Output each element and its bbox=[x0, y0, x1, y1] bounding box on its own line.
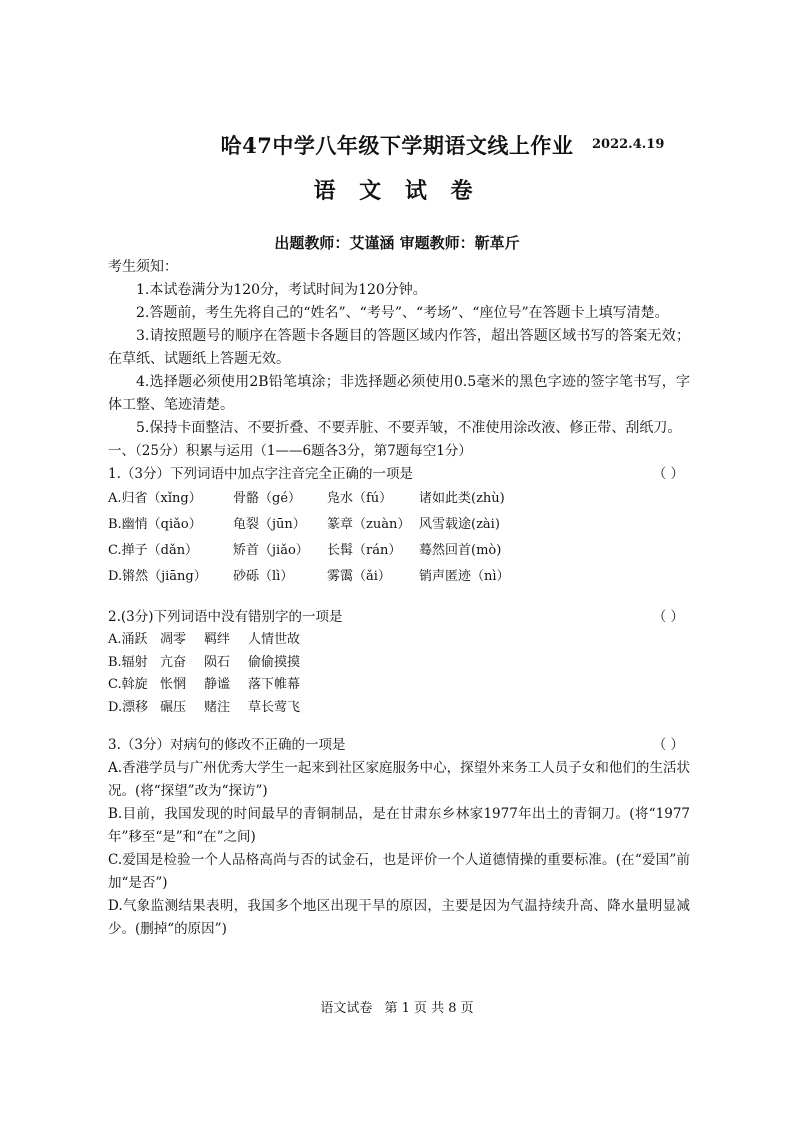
option-word: 销声匿迹（nì） bbox=[419, 569, 510, 584]
question-3-text: 3.（3分）对病句的修改不正确的一项是 bbox=[108, 737, 346, 753]
page-footer bbox=[0, 997, 794, 1016]
answer-blank: （ ） bbox=[652, 737, 684, 753]
teacher-names: 出题教师：艾谨涵 审题教师：靳革斤 bbox=[274, 234, 520, 252]
option-word: 矫首（jiǎo） bbox=[233, 543, 309, 558]
option-row bbox=[108, 674, 690, 697]
section-heading: 一、（25分）积累与运用（1——6题各3分，第7题每空1分） bbox=[108, 443, 472, 459]
option-row bbox=[108, 652, 690, 675]
option-word: 长髯（rán） bbox=[327, 543, 402, 558]
question-1-text: 1.（3分）下列词语中加点字注音完全正确的一项是 bbox=[108, 466, 413, 482]
option-row bbox=[108, 697, 690, 720]
instructions-heading: 考生须知： bbox=[108, 259, 178, 275]
option-word: 陨石 bbox=[204, 654, 231, 670]
exam-content bbox=[108, 256, 690, 941]
footer-page-number: 第 1 页 共 8 页 bbox=[384, 1001, 474, 1016]
question-1-stem bbox=[108, 463, 690, 486]
option-word: 篆章（zuàn） bbox=[327, 517, 411, 532]
instruction-item: 5.保持卡面整洁、不要折叠、不要弄脏、不要弄皱，不准使用涂改液、修正带、刮纸刀。 bbox=[136, 420, 682, 436]
option-word: 诸如此类(zhù) bbox=[419, 491, 505, 506]
option-word: 碾压 bbox=[160, 699, 187, 715]
option-word: 草长莺飞 bbox=[248, 699, 301, 715]
option-word: 静谧 bbox=[204, 677, 231, 692]
option-row bbox=[108, 564, 690, 590]
option-word: 人情世故 bbox=[248, 632, 301, 647]
instruction-item: 4.选择题必须使用2B铅笔填涂；非选择题必须使用0.5毫米的黑色字迹的签字笔书写，字体工整、笔迹清楚。 bbox=[108, 374, 690, 413]
option-row bbox=[108, 538, 690, 564]
option-word: 龟裂（jūn） bbox=[233, 517, 306, 532]
option-word: 砂砾（lì） bbox=[233, 569, 294, 584]
footer-exam-name: 语文试卷 bbox=[320, 1001, 373, 1016]
option-row bbox=[108, 486, 690, 512]
question-3-stem bbox=[108, 734, 690, 757]
option-word: 怅惘 bbox=[160, 677, 187, 692]
option-word: 凫水（fú） bbox=[327, 491, 393, 506]
question-2-options bbox=[108, 629, 690, 719]
option-word: C.掸子（dǎn） bbox=[108, 543, 199, 558]
instruction-item: 3.请按照题号的顺序在答题卡各题目的答题区域内作答，超出答题区域书写的答案无效；在草纸、试题纸上答题无效。 bbox=[108, 328, 690, 367]
question-1-options bbox=[108, 486, 690, 590]
spacer bbox=[108, 719, 690, 734]
option-word: 落下帷幕 bbox=[248, 677, 301, 692]
question-2-text: 2.(3分)下列词语中没有错别字的一项是 bbox=[108, 609, 343, 625]
question-3-option: C.爱国是检验一个人品格高尚与否的试金石，也是评价一个人道德情操的重要标准。(在“爱国”前加“是否”) bbox=[108, 852, 690, 891]
instruction-item: 1.本试卷满分为120分，考试时间为120分钟。 bbox=[136, 282, 427, 298]
option-word: C.斡旋 bbox=[108, 677, 148, 692]
option-word: 凋零 bbox=[160, 632, 187, 647]
option-word: 偷偷摸摸 bbox=[248, 654, 301, 670]
option-word: 蓦然回首(mò) bbox=[419, 543, 502, 558]
option-word: 风雪载途(zài) bbox=[419, 517, 500, 532]
option-word: D.漂移 bbox=[108, 699, 149, 715]
question-3-option: D.气象监测结果表明，我国多个地区出现干旱的原因，主要是因为气温持续升高、降水量明显减少。(删掉“的原因”) bbox=[108, 898, 690, 937]
option-word: A.归省（xǐng） bbox=[108, 491, 202, 506]
exam-title: 哈47中学八年级下学期语文线上作业 bbox=[220, 133, 574, 158]
answer-blank: （ ） bbox=[652, 466, 684, 482]
option-word: 羁绊 bbox=[204, 632, 231, 647]
option-word: 赌注 bbox=[204, 699, 231, 715]
answer-blank: （ ） bbox=[652, 609, 684, 625]
question-3-option: A.香港学员与广州优秀大学生一起来到社区家庭服务中心，探望外来务工人员子女和他们的生活状况。(将“探望”改为“探访”) bbox=[108, 760, 690, 799]
spacer bbox=[108, 590, 690, 606]
option-word: 骨骼（gé） bbox=[233, 491, 302, 506]
option-word: B.辐射 bbox=[108, 654, 148, 670]
option-word: 雾霭（ǎi） bbox=[327, 569, 391, 584]
question-2-stem bbox=[108, 606, 690, 629]
option-word: A.涌跃 bbox=[108, 632, 148, 647]
option-word: 亢奋 bbox=[160, 654, 187, 670]
option-word: B.幽悄（qiǎo） bbox=[108, 517, 202, 532]
option-row bbox=[108, 629, 690, 652]
title-row bbox=[0, 130, 794, 160]
option-row bbox=[108, 512, 690, 538]
option-word: D.锵然（jiāng） bbox=[108, 569, 207, 584]
question-3-option: B.目前，我国发现的时间最早的青铜制品，是在甘肃东乡林家1977年出土的青铜刀。(将“1977年”移至“是”和“在”之间) bbox=[108, 806, 690, 845]
exam-subtitle: 语 文 试 卷 bbox=[313, 178, 481, 204]
exam-date: 2022.4.19 bbox=[592, 137, 665, 152]
instruction-item: 2.答题前，考生先将自己的“姓名”、“考号”、“考场”、“座位号”在答题卡上填写清楚。 bbox=[136, 305, 669, 321]
